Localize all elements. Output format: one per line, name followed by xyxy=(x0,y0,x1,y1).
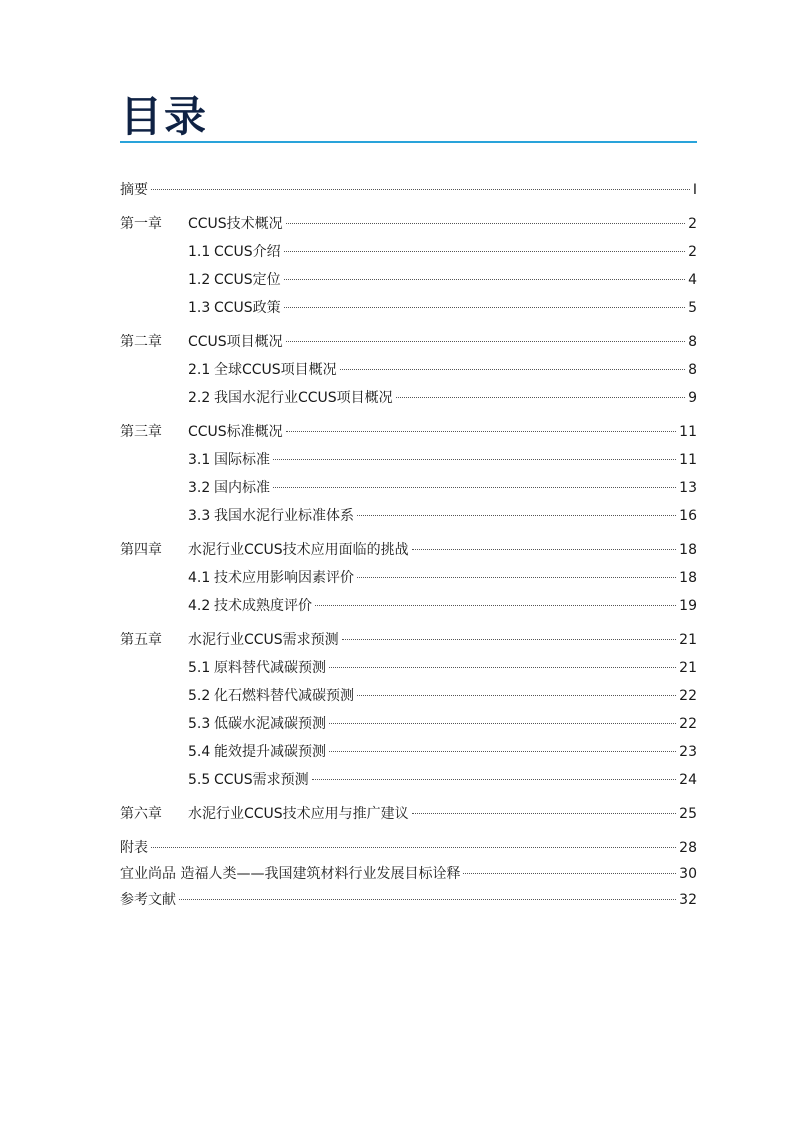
toc-row[interactable] xyxy=(120,180,697,200)
section-label[interactable]: CCUS介绍 xyxy=(214,244,281,260)
dot-leader xyxy=(312,779,676,780)
section-row[interactable] xyxy=(120,568,697,588)
dot-leader xyxy=(329,751,676,752)
section-number: 1.2 xyxy=(188,272,211,288)
toc-entry-label[interactable]: CCUS项目概况 xyxy=(188,334,283,350)
toc-entry-label[interactable]: CCUS标准概况 xyxy=(188,424,283,440)
section-row[interactable] xyxy=(120,360,697,380)
section-row[interactable] xyxy=(120,506,697,526)
toc-entry-label[interactable]: CCUS技术概况 xyxy=(188,216,283,232)
page-number: 22 xyxy=(679,716,697,732)
page-number: 32 xyxy=(679,892,697,908)
toc-entry-label[interactable]: 水泥行业CCUS技术应用与推广建议 xyxy=(188,806,409,822)
section-label[interactable]: 低碳水泥减碳预测 xyxy=(214,716,326,732)
section-label[interactable]: 我国水泥行业标准体系 xyxy=(214,508,354,524)
dot-leader xyxy=(357,695,676,696)
chapter-number: 第四章 xyxy=(120,542,162,558)
page-number: 18 xyxy=(679,542,697,558)
toc-entry-label[interactable]: 水泥行业CCUS需求预测 xyxy=(188,632,339,648)
chapter-row[interactable] xyxy=(120,214,697,234)
page-number: 9 xyxy=(688,390,697,406)
dot-leader xyxy=(329,667,676,668)
section-number: 3.3 xyxy=(188,508,211,524)
section-row[interactable] xyxy=(120,478,697,498)
page-number: I xyxy=(692,182,697,198)
chapter-row[interactable] xyxy=(120,804,697,824)
dot-leader xyxy=(463,873,676,874)
page-number: 4 xyxy=(688,272,697,288)
toc-row[interactable] xyxy=(120,838,697,858)
chapter-number: 第五章 xyxy=(120,632,162,648)
dot-leader xyxy=(284,307,685,308)
section-row[interactable] xyxy=(120,658,697,678)
section-label[interactable]: 能效提升减碳预测 xyxy=(214,744,326,760)
section-number: 2.1 xyxy=(188,362,211,378)
page-number: 16 xyxy=(679,508,697,524)
toc-entry-label[interactable]: 附表 xyxy=(120,840,148,856)
toc-row[interactable] xyxy=(120,864,697,884)
dot-leader xyxy=(412,549,676,550)
dot-leader xyxy=(412,813,676,814)
page-number: 21 xyxy=(679,632,697,648)
page-number: 18 xyxy=(679,570,697,586)
page-number: 5 xyxy=(688,300,697,316)
page-number: 11 xyxy=(679,424,697,440)
section-number: 3.2 xyxy=(188,480,211,496)
section-label[interactable]: 我国水泥行业CCUS项目概况 xyxy=(214,390,393,406)
section-row[interactable] xyxy=(120,242,697,262)
page-number: 13 xyxy=(679,480,697,496)
chapter-number: 第二章 xyxy=(120,334,162,350)
chapter-number: 第三章 xyxy=(120,424,162,440)
section-row[interactable] xyxy=(120,742,697,762)
chapter-row[interactable] xyxy=(120,422,697,442)
section-label[interactable]: 化石燃料替代减碳预测 xyxy=(214,688,354,704)
section-number: 4.2 xyxy=(188,598,211,614)
toc-entry-label[interactable]: 参考文献 xyxy=(120,892,176,908)
toc-entry-label[interactable]: 水泥行业CCUS技术应用面临的挑战 xyxy=(188,542,409,558)
dot-leader xyxy=(284,279,685,280)
section-number: 5.2 xyxy=(188,688,211,704)
section-number: 2.2 xyxy=(188,390,211,406)
section-number: 5.1 xyxy=(188,660,211,676)
section-row[interactable] xyxy=(120,270,697,290)
page-number: 2 xyxy=(688,244,697,260)
page-number: 8 xyxy=(688,334,697,350)
section-row[interactable] xyxy=(120,686,697,706)
section-number: 1.1 xyxy=(188,244,211,260)
chapter-row[interactable] xyxy=(120,332,697,352)
toc-row[interactable] xyxy=(120,890,697,910)
dot-leader xyxy=(179,899,676,900)
dot-leader xyxy=(286,341,685,342)
dot-leader xyxy=(340,369,685,370)
section-number: 5.4 xyxy=(188,744,211,760)
dot-leader xyxy=(342,639,676,640)
section-label[interactable]: CCUS政策 xyxy=(214,300,281,316)
dot-leader xyxy=(329,723,676,724)
page-number: 28 xyxy=(679,840,697,856)
title-divider xyxy=(120,141,697,143)
page-number: 8 xyxy=(688,362,697,378)
page-number: 21 xyxy=(679,660,697,676)
chapter-number: 第一章 xyxy=(120,216,162,232)
section-label[interactable]: CCUS需求预测 xyxy=(214,772,309,788)
section-row[interactable] xyxy=(120,714,697,734)
page-number: 22 xyxy=(679,688,697,704)
section-number: 4.1 xyxy=(188,570,211,586)
page-number: 11 xyxy=(679,452,697,468)
section-row[interactable] xyxy=(120,298,697,318)
page-number: 24 xyxy=(679,772,697,788)
section-number: 5.5 xyxy=(188,772,211,788)
section-label[interactable]: 国内标准 xyxy=(214,480,270,496)
dot-leader xyxy=(396,397,685,398)
chapter-number: 第六章 xyxy=(120,806,162,822)
dot-leader xyxy=(286,431,676,432)
toc-entry-label[interactable]: 摘要 xyxy=(120,182,148,198)
section-number: 1.3 xyxy=(188,300,211,316)
page-number: 25 xyxy=(679,806,697,822)
section-row[interactable] xyxy=(120,450,697,470)
dot-leader xyxy=(273,487,676,488)
section-label[interactable]: 技术成熟度评价 xyxy=(214,598,312,614)
section-label[interactable]: 全球CCUS项目概况 xyxy=(214,362,337,378)
chapter-row[interactable] xyxy=(120,540,697,560)
dot-leader xyxy=(357,577,676,578)
chapter-row[interactable] xyxy=(120,630,697,650)
page-number: 23 xyxy=(679,744,697,760)
dot-leader xyxy=(151,847,676,848)
section-row[interactable] xyxy=(120,388,697,408)
section-number: 3.1 xyxy=(188,452,211,468)
section-label[interactable]: 国际标准 xyxy=(214,452,270,468)
section-label[interactable]: CCUS定位 xyxy=(214,272,281,288)
toc-entry-label[interactable]: 宜业尚品 造福人类——我国建筑材料行业发展目标诠释 xyxy=(120,866,461,882)
section-label[interactable]: 技术应用影响因素评价 xyxy=(214,570,354,586)
page-number: 2 xyxy=(688,216,697,232)
page-number: 30 xyxy=(679,866,697,882)
dot-leader xyxy=(273,459,676,460)
section-label[interactable]: 原料替代减碳预测 xyxy=(214,660,326,676)
dot-leader xyxy=(315,605,676,606)
dot-leader xyxy=(286,223,685,224)
page-number: 19 xyxy=(679,598,697,614)
dot-leader xyxy=(151,189,690,190)
section-row[interactable] xyxy=(120,770,697,790)
page-title: 目录 xyxy=(120,92,209,141)
dot-leader xyxy=(357,515,676,516)
section-row[interactable] xyxy=(120,596,697,616)
section-number: 5.3 xyxy=(188,716,211,732)
dot-leader xyxy=(284,251,685,252)
